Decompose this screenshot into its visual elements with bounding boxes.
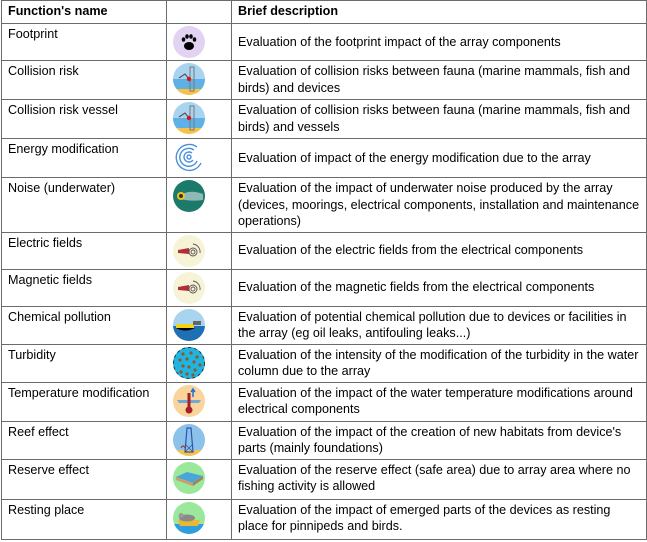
function-name: Energy modification: [2, 139, 167, 178]
function-description: Evaluation of the impact of underwater noise produced by the array (devices, moorings, electrical components, installation and maintenance operations): [232, 178, 647, 233]
function-name: Reserve effect: [2, 459, 167, 499]
function-description: Evaluation of potential chemical pollution due to devices or facilities in the array (eg oil leaks, antifouling leaks...): [232, 306, 647, 344]
table-row: [2, 232, 647, 269]
function-description: Evaluation of the magnetic fields from the electrical components: [232, 269, 647, 306]
turbidity-icon: [173, 347, 205, 379]
function-name: Collision risk: [2, 61, 167, 100]
table-row: [2, 178, 647, 233]
table-row: [2, 269, 647, 306]
table-row: [2, 61, 647, 100]
function-description: Evaluation of the reserve effect (safe area) due to array area where no fishing activity is allowed: [232, 459, 647, 499]
function-name: Temperature modification: [2, 382, 167, 421]
function-name: Footprint: [2, 24, 167, 61]
function-description: Evaluation of the intensity of the modification of the turbidity in the water column due to the array: [232, 344, 647, 382]
function-description: Evaluation of the footprint impact of the array components: [232, 24, 647, 61]
table-row: [2, 139, 647, 178]
table-row: [2, 306, 647, 344]
magnetic-field-icon: [173, 272, 205, 304]
reef-effect-icon: [173, 424, 205, 456]
header-brief-description: Brief description: [232, 1, 647, 24]
collision-vessel-icon: [173, 102, 205, 134]
paw-icon: [173, 26, 205, 58]
function-name: Magnetic fields: [2, 269, 167, 306]
chemical-pollution-icon: [173, 309, 205, 341]
functions-table: [1, 0, 647, 540]
table-row: [2, 459, 647, 499]
function-name: Reef effect: [2, 421, 167, 459]
function-name: Noise (underwater): [2, 178, 167, 233]
function-name: Resting place: [2, 499, 167, 539]
function-description: Evaluation of collision risks between fauna (marine mammals, fish and birds) and devices: [232, 61, 647, 100]
function-name: Electric fields: [2, 232, 167, 269]
underwater-noise-icon: [173, 180, 205, 212]
energy-swirl-icon: [173, 141, 205, 173]
function-description: Evaluation of the impact of the creation of new habitats from device's parts (mainly foundations): [232, 421, 647, 459]
function-description: Evaluation of the impact of the water temperature modifications around electrical components: [232, 382, 647, 421]
electric-field-icon: [173, 235, 205, 267]
function-name: Chemical pollution: [2, 306, 167, 344]
table-row: [2, 344, 647, 382]
table-header-row: [2, 1, 647, 24]
function-description: Evaluation of the impact of emerged parts of the devices as resting place for pinnipeds and birds.: [232, 499, 647, 539]
function-name: Collision risk vessel: [2, 100, 167, 139]
table-row: [2, 382, 647, 421]
function-name: Turbidity: [2, 344, 167, 382]
function-description: Evaluation of collision risks between fauna (marine mammals, fish and birds) and vessels: [232, 100, 647, 139]
thermometer-icon: [173, 385, 205, 417]
reserve-effect-icon: [173, 462, 205, 494]
table-row: [2, 421, 647, 459]
header-function-name: Function's name: [2, 1, 167, 24]
function-description: Evaluation of impact of the energy modification due to the array: [232, 139, 647, 178]
function-description: Evaluation of the electric fields from the electrical components: [232, 232, 647, 269]
table-row: [2, 100, 647, 139]
resting-place-icon: [173, 502, 205, 534]
table-row: [2, 24, 647, 61]
collision-device-icon: [173, 63, 205, 95]
table-row: [2, 499, 647, 539]
header-icon: [167, 1, 232, 24]
